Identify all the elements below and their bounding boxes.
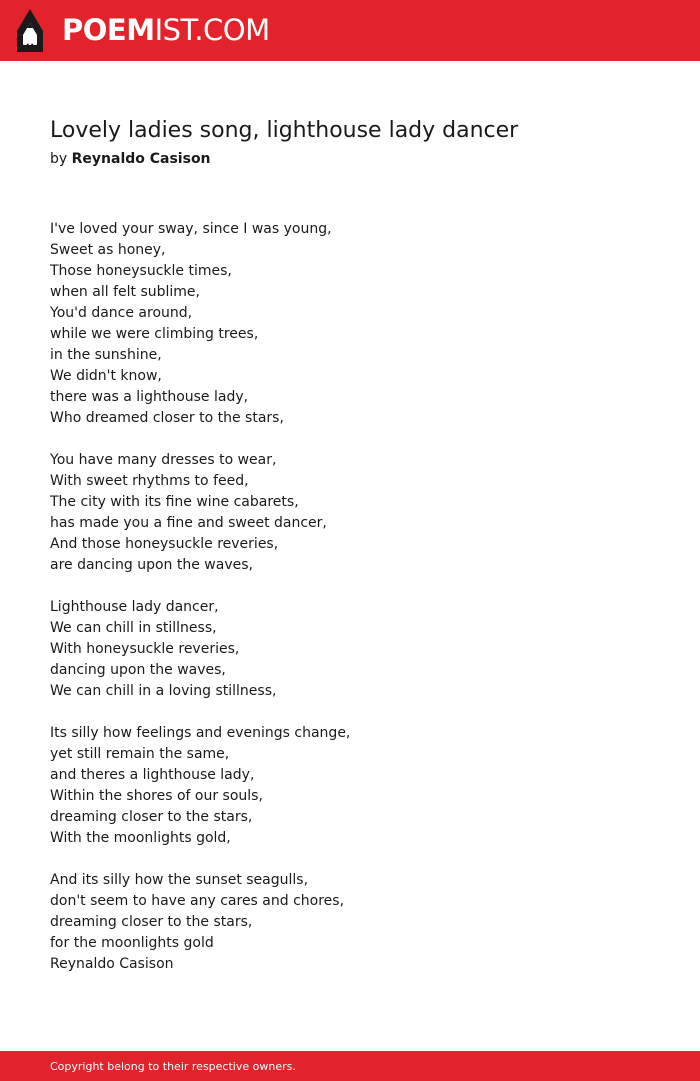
poem-line: And its silly how the sunset seagulls, xyxy=(50,872,309,888)
poem-line: We didn't know, xyxy=(50,368,162,384)
poem-line: yet still remain the same, xyxy=(50,746,230,762)
stanza xyxy=(50,219,650,429)
poem-line: I've loved your sway, since I was young, xyxy=(50,221,332,237)
poem-body xyxy=(50,219,650,996)
poem-line: Its silly how feelings and evenings change, xyxy=(50,725,351,741)
poem-line: We can chill in a loving stillness, xyxy=(50,683,277,699)
poem-line: Within the shores of our souls, xyxy=(50,788,263,804)
poem-line: We can chill in stillness, xyxy=(50,620,217,636)
poem-line: while we were climbing trees, xyxy=(50,326,259,342)
poem-line: dreaming closer to the stars, xyxy=(50,914,253,930)
author-name: Reynaldo Casison xyxy=(71,151,211,167)
copyright-notice: Copyright belong to their respective owners. xyxy=(50,1060,296,1073)
stanza xyxy=(50,723,650,849)
site-footer xyxy=(0,1051,700,1081)
poem-line: there was a lighthouse lady, xyxy=(50,389,249,405)
logo-light-text: IST.COM xyxy=(154,13,270,47)
poem-line: dreaming closer to the stars, xyxy=(50,809,253,825)
poem-line: And those honeysuckle reveries, xyxy=(50,536,279,552)
stanza xyxy=(50,450,650,576)
poem-line: You have many dresses to wear, xyxy=(50,452,277,468)
logo-bold-text: POEM xyxy=(62,13,155,47)
byline xyxy=(50,149,211,169)
site-logo[interactable] xyxy=(62,12,270,48)
poem-line: when all felt sublime, xyxy=(50,284,200,300)
poem-line: dancing upon the waves, xyxy=(50,662,226,678)
poem-line: Who dreamed closer to the stars, xyxy=(50,410,284,426)
pencil-icon[interactable] xyxy=(17,9,43,52)
poem-line: You'd dance around, xyxy=(50,305,193,321)
poem-line: With sweet rhythms to feed, xyxy=(50,473,249,489)
poem-line: Lighthouse lady dancer, xyxy=(50,599,219,615)
poem-line: for the moonlights gold xyxy=(50,935,214,951)
poem-line: The city with its fine wine cabarets, xyxy=(50,494,299,510)
poem-line: don't seem to have any cares and chores, xyxy=(50,893,345,909)
stanza xyxy=(50,870,650,975)
poem-line: Sweet as honey, xyxy=(50,242,166,258)
poem-title: Lovely ladies song, lighthouse lady dancer xyxy=(50,118,519,143)
poem-line: With the moonlights gold, xyxy=(50,830,231,846)
site-header xyxy=(0,0,700,61)
poem-line: Those honeysuckle times, xyxy=(50,263,232,279)
by-label: by xyxy=(50,151,68,167)
poem-line: and theres a lighthouse lady, xyxy=(50,767,255,783)
poem-line: With honeysuckle reveries, xyxy=(50,641,240,657)
poem-line: in the sunshine, xyxy=(50,347,162,363)
stanza xyxy=(50,597,650,702)
poem-line: has made you a fine and sweet dancer, xyxy=(50,515,327,531)
poem-line: Reynaldo Casison xyxy=(50,956,174,972)
poem-line: are dancing upon the waves, xyxy=(50,557,253,573)
